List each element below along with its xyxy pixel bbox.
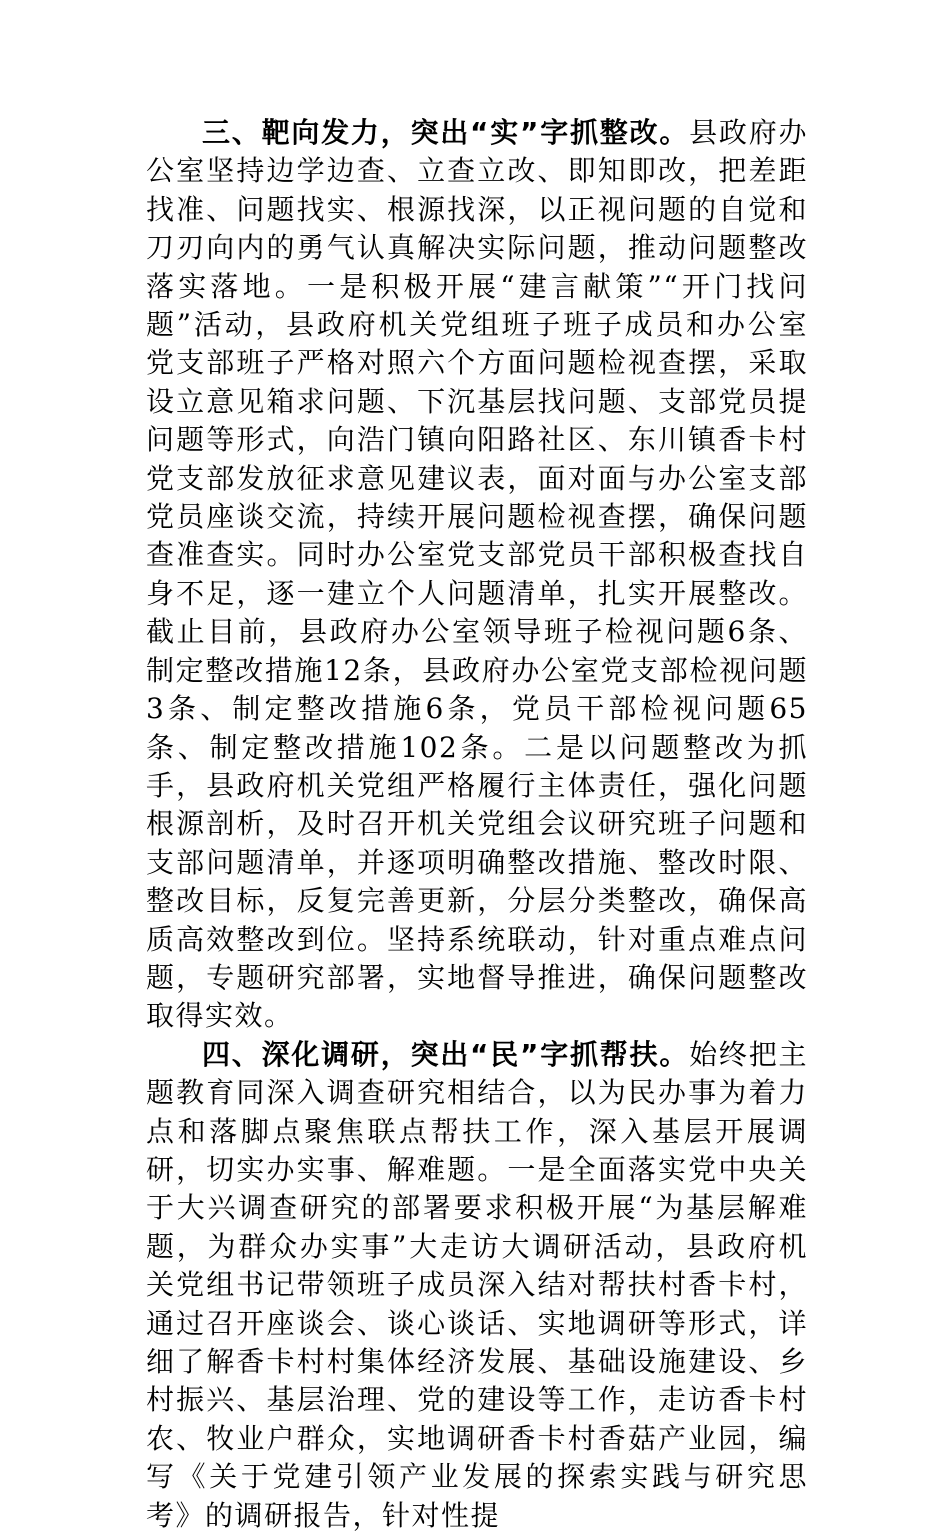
section-heading-four: 四、深化调研，突出“民”字抓帮扶。 [202, 1037, 690, 1071]
paragraph-research [146, 1036, 808, 1535]
section-heading-three: 三、靶向发力，突出“实”字抓整改。 [202, 116, 690, 149]
paragraph-rectification [146, 114, 808, 1036]
paragraph-body-three: 县政府办公室坚持边学边查、立查立改、即知即改，把差距找准、问题找实、根源找深，以正视问题的自觉和刀刃向内的勇气认真解决实际问题，推动问题整改落实落地。一是积极开展“建言献策”“开门找问题”活动，县政府机关党组班子班子成员和办公室党支部班子严格对照六个方面问题检视查摆，采取设立意见箱求问题、下沉基层找问题、支部党员提问题等形式，向浩门镇向阳路社区、东川镇香卡村党支部发放征求意见建议表，面对面与办公室支部党员座谈交流，持续开展问题检视查摆，确保问题查准查实。同时办公室党支部党员干部积极查找自身不足，逐一建立个人问题清单，扎实开展整改。截止目前，县政府办公室领导班子检视问题6条、制定整改措施12条，县政府办公室党支部检视问题3条、制定整改措施6条，党员干部检视问题65条、制定整改措施102条。二是以问题整改为抓手，县政府机关党组严格履行主体责任，强化问题根源剖析，及时召开机关党组会议研究班子问题和支部问题清单，并逐项明确整改措施、整改时限、整改目标，反复完善更新，分层分类整改，确保高质高效整改到位。坚持系统联动，针对重点难点问题，专题研究部署，实地督导推进，确保问题整改取得实效。 [146, 116, 808, 1033]
paragraph-body-four: 始终把主题教育同深入调查研究相结合，以为民办事为着力点和落脚点聚焦联点帮扶工作，深入基层开展调研，切实办实事、解难题。一是全面落实党中央关于大兴调查研究的部署要求积极开展“为基层解难题，为群众办实事”大走访大调研活动，县政府机关党组书记带领班子成员深入结对帮扶村香卡村，通过召开座谈会、谈心谈话、实地调研等形式，详细了解香卡村村集体经济发展、基础设施建设、乡村振兴、基层治理、党的建设等工作，走访香卡村农、牧业户群众，实地调研香卡村香菇产业园，编写《关于党建引领产业发展的探索实践与研究思考》的调研报告，针对性提 [146, 1037, 808, 1532]
document-page [146, 114, 808, 1535]
